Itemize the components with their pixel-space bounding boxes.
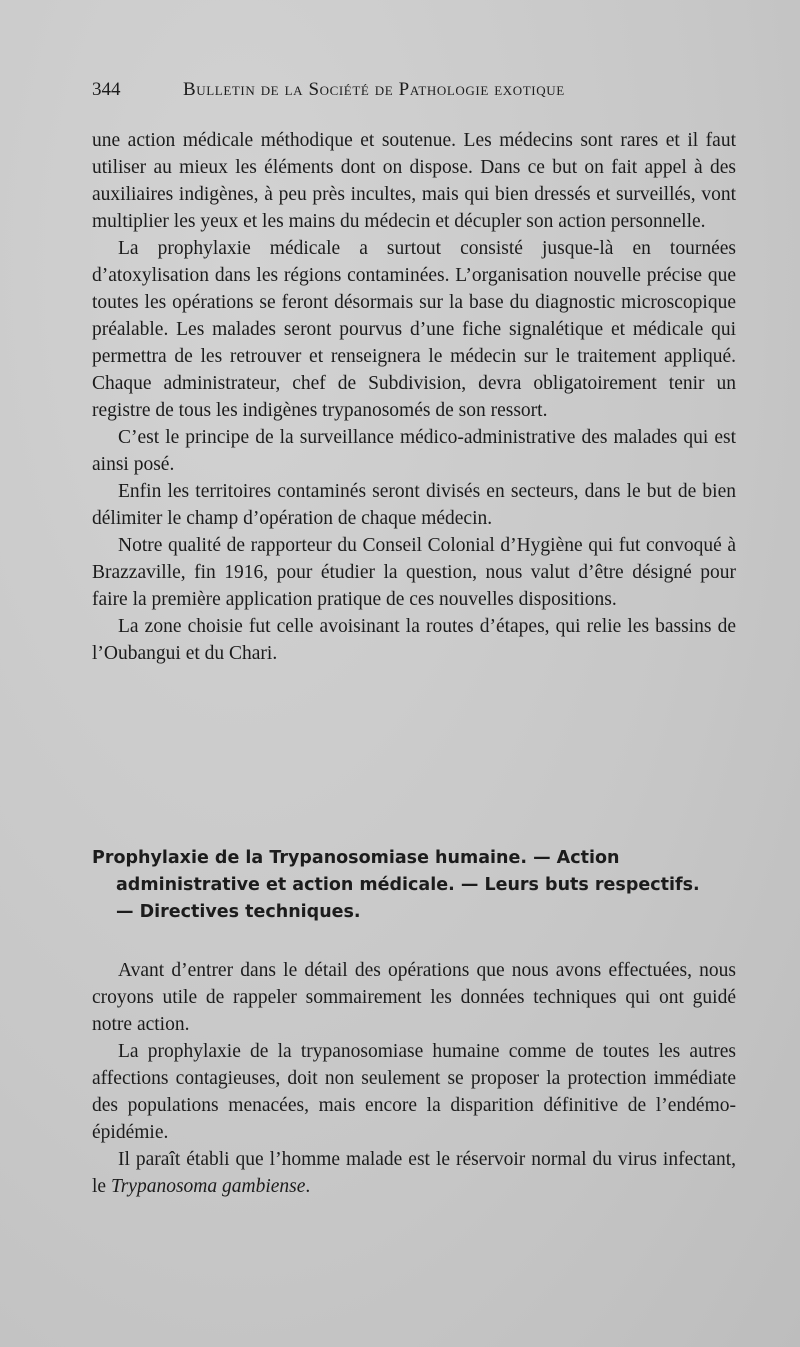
body-text-before-heading (92, 127, 736, 667)
paragraph: Avant d’entrer dans le détail des opérations que nous avons effectuées, nous croyons utile de rappeler sommairement les données techniques qui ont guidé notre action. (92, 960, 736, 1035)
document-page (92, 0, 736, 1347)
section-heading-line: — Directives techniques. (116, 902, 361, 922)
body-text-after-heading (92, 957, 736, 1200)
section-heading-line: administrative et action médicale. — Leurs buts respectifs. (116, 875, 700, 895)
section-heading-line: Prophylaxie de la Trypanosomiase humaine. — Action (92, 848, 620, 868)
running-head (92, 78, 736, 102)
paragraph: Notre qualité de rapporteur du Conseil Colonial d’Hygiène qui fut convoqué à Brazzaville, fin 1916, pour étudier la question, nous valut d’être désigné pour faire la première application pratique de ces nouvelles dispositions. (92, 535, 736, 610)
paragraph-last: Il paraît établi que l’homme malade est le réservoir normal du virus infectant, le Trypanosoma gambiense. (92, 1149, 736, 1197)
paragraph: La prophylaxie médicale a surtout consisté jusque-là en tournées d’atoxylisation dans les régions contaminées. L’organisation nouvelle précise que toutes les opérations se feront désormais sur la base du diagnostic microscopique préalable. Les malades seront pourvus d’une fiche signalétique et médicale qui permettra de les retrouver et renseignera le médecin sur le traitement appliqué. Chaque administrateur, chef de Subdivision, devra obligatoirement tenir un registre de tous les indigènes trypanosomés de son ressort. (92, 238, 736, 421)
paragraph: La prophylaxie de la trypanosomiase humaine comme de toutes les autres affections contagieuses, doit non seulement se proposer la protection immédiate des populations menacées, mais encore la disparition définitive de l’endémo-épidémie. (92, 1041, 736, 1143)
section-heading (92, 845, 736, 926)
paragraph: Enfin les territoires contaminés seront divisés en secteurs, dans le but de bien délimiter le champ d’opération de chaque médecin. (92, 481, 736, 529)
page-number: 344 (92, 79, 121, 100)
paragraph-continued: une action médicale méthodique et soutenue. Les médecins sont rares et il faut utiliser au mieux les éléments dont on dispose. Dans ce but on fait appel à des auxiliaires indigènes, à peu près incultes, mais qui bien dressés et surveillés, vont multiplier les yeux et les mains du médecin et décupler son action personnelle. (92, 130, 736, 232)
paragraph: La zone choisie fut celle avoisinant la routes d’étapes, qui relie les bassins de l’Oubangui et du Chari. (92, 616, 736, 664)
paragraph: C’est le principe de la surveillance médico-administrative des malades qui est ainsi posé. (92, 427, 736, 475)
species-name: Trypanosoma gambiense (110, 1176, 306, 1197)
journal-title: Bulletin de la Société de Pathologie exotique (183, 79, 565, 100)
